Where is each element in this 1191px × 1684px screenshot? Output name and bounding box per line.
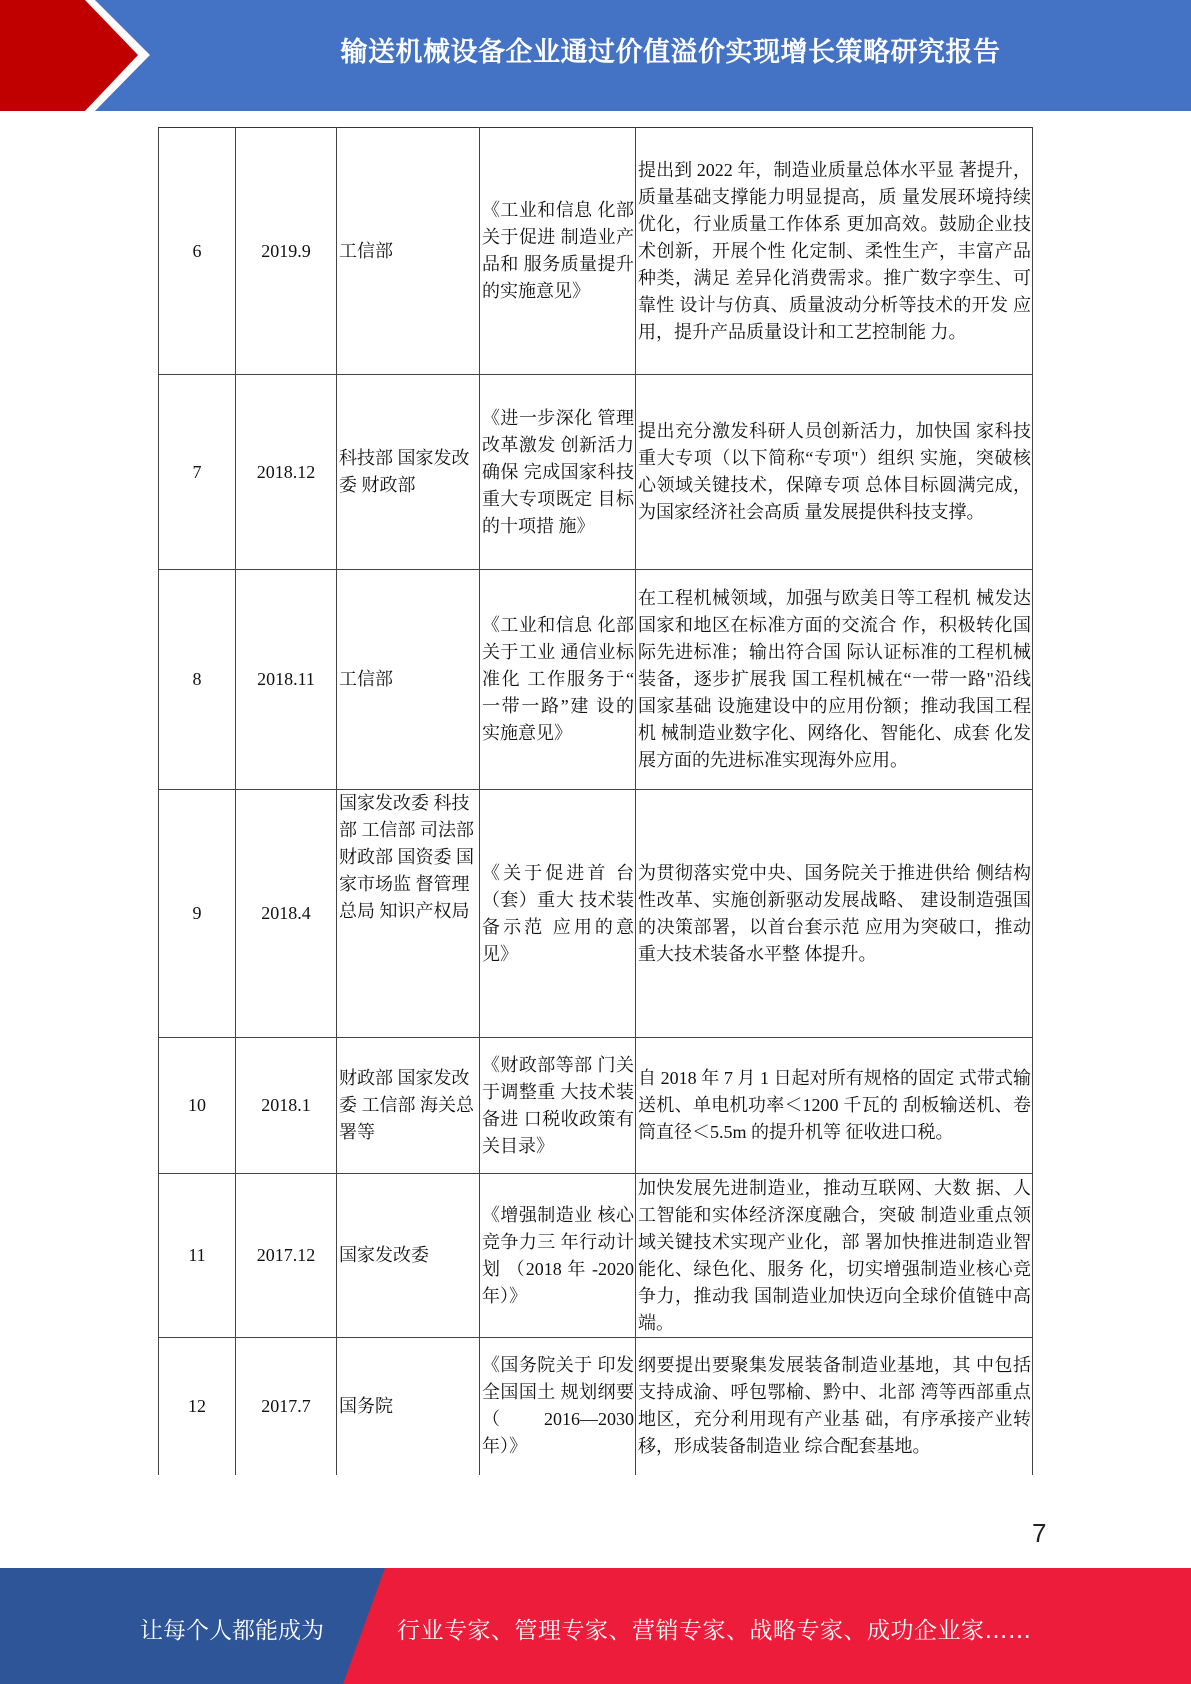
row-department: 工信部 bbox=[337, 570, 480, 790]
row-description: 提出充分激发科研人员创新活力，加快国 家科技重大专项（以下简称“专项"）组织 实施，突破核心领域关键技术，保障专项 总体目标圆满完成，为国家经济社会高质 量发展提供科技支撑。 bbox=[636, 375, 1033, 570]
row-date: 2018.1 bbox=[236, 1038, 337, 1174]
footer-slogan-right: 行业专家、管理专家、营销专家、战略专家、成功企业家…… bbox=[397, 1618, 1032, 1644]
table-row bbox=[159, 1338, 1033, 1475]
row-number: 12 bbox=[159, 1338, 236, 1475]
row-document: 《进一步深化 管理改革激发 创新活力确保 完成国家科技 重大专项既定 目标的十项措 施》 bbox=[480, 375, 636, 570]
row-number: 8 bbox=[159, 570, 236, 790]
row-document: 《财政部等部 门关于调整重 大技术装备进 口税收政策有 关目录》 bbox=[480, 1038, 636, 1174]
row-description: 纲要提出要聚集发展装备制造业基地，其 中包括支持成渝、呼包鄂榆、黔中、北部 湾等西部重点地区，充分利用现有产业基 础，有序承接产业转移，形成装备制造业 综合配套基地。 bbox=[636, 1338, 1033, 1475]
row-description: 提出到 2022 年，制造业质量总体水平显 著提升，质量基础支撑能力明显提高，质 量发展环境持续优化，行业质量工作体系 更加高效。鼓励企业技术创新，开展个性 化定制、柔性生产，丰富产品种类，满足 差异化消费需求。推广数字孪生、可靠性 设计与仿真、质量波动分析等技术的开发 应用，提升产品质量设计和工艺控制能 力。 bbox=[636, 128, 1033, 375]
table-row bbox=[159, 1174, 1033, 1338]
table-row bbox=[159, 570, 1033, 790]
page-header bbox=[0, 0, 1191, 111]
row-number: 10 bbox=[159, 1038, 236, 1174]
row-number: 9 bbox=[159, 790, 236, 1038]
table-row bbox=[159, 128, 1033, 375]
row-department: 国家发改委 bbox=[337, 1174, 480, 1338]
row-number: 7 bbox=[159, 375, 236, 570]
table-row bbox=[159, 375, 1033, 570]
row-department: 财政部 国家发改委 工信部 海关总署等 bbox=[337, 1038, 480, 1174]
row-number: 6 bbox=[159, 128, 236, 375]
row-document: 《关于促进首 台（套）重大 技术装备示范 应用的意见》 bbox=[480, 790, 636, 1038]
row-number: 11 bbox=[159, 1174, 236, 1338]
footer-slogan-left: 让每个人都能成为 bbox=[140, 1618, 324, 1644]
row-description: 为贯彻落实党中央、国务院关于推进供给 侧结构性改革、实施创新驱动发展战略、 建设制造强国的决策部署，以首台套示范 应用为突破口，推动重大技术装备水平整 体提升。 bbox=[636, 790, 1033, 1038]
row-document: 《增强制造业 核心竞争力三 年行动计划 （2018 年 -2020 年）》 bbox=[480, 1174, 636, 1338]
row-document: 《工业和信息 化部关于促进 制造业产品和 服务质量提升 的实施意见》 bbox=[480, 128, 636, 375]
row-document: 《工业和信息 化部关于工业 通信业标准化 工作服务于“ 一带一路”建 设的实施意见》 bbox=[480, 570, 636, 790]
row-description: 自 2018 年 7 月 1 日起对所有规格的固定 式带式输送机、单电机功率＜1200 千瓦的 刮板输送机、卷筒直径＜5.5m 的提升机等 征收进口税。 bbox=[636, 1038, 1033, 1174]
page-number: 7 bbox=[1032, 1518, 1047, 1548]
row-department: 国务院 bbox=[337, 1338, 480, 1475]
row-department: 工信部 bbox=[337, 128, 480, 375]
row-date: 2018.11 bbox=[236, 570, 337, 790]
table-row bbox=[159, 790, 1033, 1038]
row-description: 加快发展先进制造业，推动互联网、大数 据、人工智能和实体经济深度融合，突破 制造业重点领域关键技术实现产业化，部 署加快推进制造业智能化、绿色化、服务 化，切实增强制造业核心竞争力，推动我 国制造业加快迈向全球价值链中高端。 bbox=[636, 1174, 1033, 1338]
row-date: 2018.12 bbox=[236, 375, 337, 570]
row-department: 科技部 国家发改委 财政部 bbox=[337, 375, 480, 570]
row-date: 2017.12 bbox=[236, 1174, 337, 1338]
row-department: 国家发改委 科技部 工信部 司法部 财政部 国资委 国家市场监 督管理总局 知识产权局 bbox=[337, 790, 480, 1038]
policy-table bbox=[158, 127, 1033, 1475]
row-date: 2017.7 bbox=[236, 1338, 337, 1475]
report-title: 输送机械设备企业通过价值溢价实现增长策略研究报告 bbox=[340, 37, 1001, 68]
row-date: 2018.4 bbox=[236, 790, 337, 1038]
row-date: 2019.9 bbox=[236, 128, 337, 375]
row-description: 在工程机械领域，加强与欧美日等工程机 械发达国家和地区在标准方面的交流合 作，积极转化国际先进标准；输出符合国 际认证标准的工程机械装备，逐步扩展我 国工程机械在“一带一路"沿线国家基础 设施建设中的应用份额；推动我国工程机 械制造业数字化、网络化、智能化、成套 化发展方面的先进标准实现海外应用。 bbox=[636, 570, 1033, 790]
row-document: 《国务院关于 印发全国国土 规划纲要 （ 2016—2030 年）》 bbox=[480, 1338, 636, 1475]
table-row bbox=[159, 1038, 1033, 1174]
